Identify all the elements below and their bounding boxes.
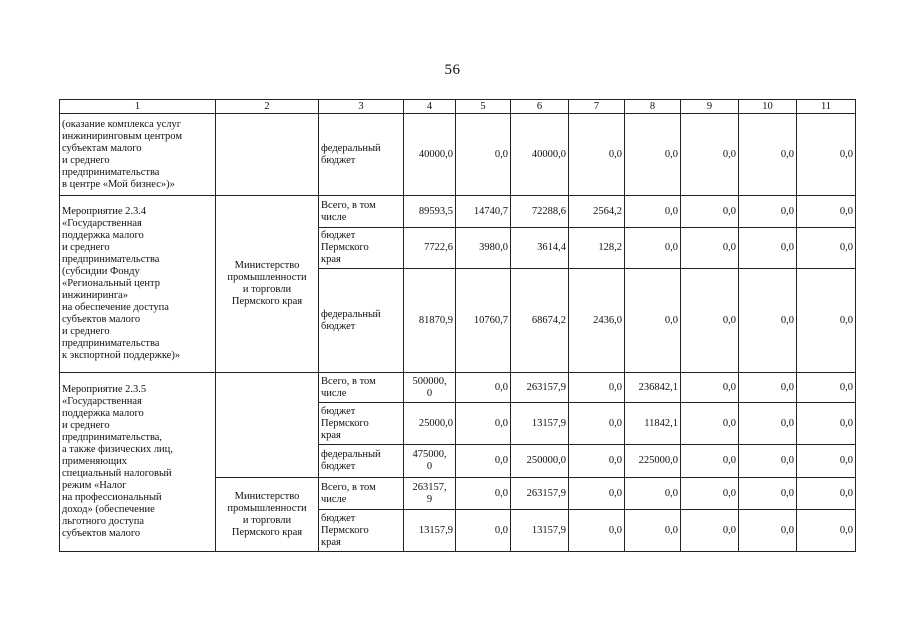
value-cell: 3980,0 (456, 228, 511, 269)
value-cell: 0,0 (569, 373, 625, 403)
funding-source: федеральный бюджет (319, 114, 404, 196)
funding-source: Всего, в том числе (319, 196, 404, 228)
value-cell: 0,0 (569, 510, 625, 552)
value-cell: 0,0 (681, 228, 739, 269)
column-header: 5 (456, 100, 511, 114)
value-cell: 11842,1 (625, 403, 681, 445)
value-cell: 250000,0 (511, 445, 569, 478)
value-cell: 13157,9 (511, 403, 569, 445)
header-row (60, 100, 856, 114)
value-cell: 0,0 (625, 228, 681, 269)
value-cell: 0,0 (739, 228, 797, 269)
funding-source: федеральный бюджет (319, 269, 404, 373)
column-header: 9 (681, 100, 739, 114)
budget-table (59, 99, 856, 552)
column-header: 10 (739, 100, 797, 114)
value-cell: 0,0 (739, 510, 797, 552)
funding-source: федеральный бюджет (319, 445, 404, 478)
value-cell: 0,0 (681, 114, 739, 196)
value-cell: 0,0 (569, 445, 625, 478)
value-cell: 0,0 (739, 269, 797, 373)
value-cell: 40000,0 (404, 114, 456, 196)
value-cell: 0,0 (681, 510, 739, 552)
value-cell: 68674,2 (511, 269, 569, 373)
column-header: 1 (60, 100, 216, 114)
responsible-executor: Министерство промышленности и торговли Пермского края (216, 478, 319, 552)
value-cell: 0,0 (456, 403, 511, 445)
value-cell: 0,0 (569, 403, 625, 445)
value-cell: 0,0 (797, 403, 856, 445)
value-cell: 81870,9 (404, 269, 456, 373)
event-description: Мероприятие 2.3.4 «Государственная поддержка малого и среднего предпринимательства (субсидии Фонду «Региональный центр инжиниринга» на обеспечение доступа субъектов малого и среднего предпринимательства к экспортной поддержке)» (60, 196, 216, 373)
value-cell: 3614,4 (511, 228, 569, 269)
column-header: 8 (625, 100, 681, 114)
funding-source: бюджет Пермского края (319, 403, 404, 445)
value-cell: 0,0 (681, 403, 739, 445)
value-cell: 225000,0 (625, 445, 681, 478)
value-cell: 13157,9 (404, 510, 456, 552)
value-cell: 40000,0 (511, 114, 569, 196)
value-cell: 500000, 0 (404, 373, 456, 403)
value-cell: 0,0 (739, 114, 797, 196)
column-header: 3 (319, 100, 404, 114)
value-cell: 89593,5 (404, 196, 456, 228)
value-cell: 0,0 (456, 114, 511, 196)
value-cell: 0,0 (797, 228, 856, 269)
value-cell: 0,0 (681, 196, 739, 228)
value-cell: 10760,7 (456, 269, 511, 373)
funding-source: бюджет Пермского края (319, 510, 404, 552)
value-cell: 0,0 (739, 196, 797, 228)
value-cell: 0,0 (797, 373, 856, 403)
value-cell: 2564,2 (569, 196, 625, 228)
value-cell: 0,0 (739, 373, 797, 403)
value-cell: 72288,6 (511, 196, 569, 228)
value-cell: 0,0 (797, 478, 856, 510)
value-cell: 0,0 (456, 445, 511, 478)
funding-source: Всего, в том числе (319, 478, 404, 510)
value-cell: 0,0 (569, 478, 625, 510)
responsible-executor: Министерство промышленности и торговли Пермского края (216, 196, 319, 373)
value-cell: 25000,0 (404, 403, 456, 445)
value-cell: 0,0 (625, 510, 681, 552)
value-cell: 7722,6 (404, 228, 456, 269)
value-cell: 0,0 (456, 373, 511, 403)
event-description: (оказание комплекса услуг инжиниринговым центром субъектам малого и среднего предпринимательства в центре «Мой бизнес»)» (60, 114, 216, 196)
value-cell: 14740,7 (456, 196, 511, 228)
value-cell: 0,0 (625, 478, 681, 510)
value-cell: 0,0 (456, 478, 511, 510)
value-cell: 236842,1 (625, 373, 681, 403)
value-cell: 0,0 (681, 373, 739, 403)
value-cell: 0,0 (625, 196, 681, 228)
page-number: 56 (444, 62, 461, 78)
funding-source: Всего, в том числе (319, 373, 404, 403)
value-cell: 0,0 (739, 445, 797, 478)
value-cell: 0,0 (797, 510, 856, 552)
value-cell: 0,0 (739, 478, 797, 510)
value-cell: 0,0 (681, 445, 739, 478)
value-cell: 475000, 0 (404, 445, 456, 478)
table-row (60, 196, 856, 228)
responsible-executor-empty (216, 114, 319, 196)
value-cell: 0,0 (797, 269, 856, 373)
column-header: 6 (511, 100, 569, 114)
funding-source: бюджет Пермского края (319, 228, 404, 269)
value-cell: 2436,0 (569, 269, 625, 373)
column-header: 4 (404, 100, 456, 114)
table-row (60, 114, 856, 196)
value-cell: 128,2 (569, 228, 625, 269)
value-cell: 0,0 (456, 510, 511, 552)
value-cell: 263157, 9 (404, 478, 456, 510)
value-cell: 0,0 (797, 196, 856, 228)
value-cell: 0,0 (797, 445, 856, 478)
value-cell: 13157,9 (511, 510, 569, 552)
value-cell: 263157,9 (511, 373, 569, 403)
value-cell: 0,0 (569, 114, 625, 196)
value-cell: 0,0 (625, 114, 681, 196)
value-cell: 0,0 (625, 269, 681, 373)
value-cell: 263157,9 (511, 478, 569, 510)
value-cell: 0,0 (681, 478, 739, 510)
column-header: 11 (797, 100, 856, 114)
value-cell: 0,0 (681, 269, 739, 373)
column-header: 7 (569, 100, 625, 114)
event-description: Мероприятие 2.3.5 «Государственная поддержка малого и среднего предпринимательства, а также физических лиц, применяющих специальный налоговый режим «Налог на профессиональный доход» (обеспечение льготного доступа субъектов малого (60, 373, 216, 552)
column-header: 2 (216, 100, 319, 114)
responsible-executor-empty (216, 373, 319, 478)
table-row (60, 373, 856, 403)
value-cell: 0,0 (739, 403, 797, 445)
value-cell: 0,0 (797, 114, 856, 196)
